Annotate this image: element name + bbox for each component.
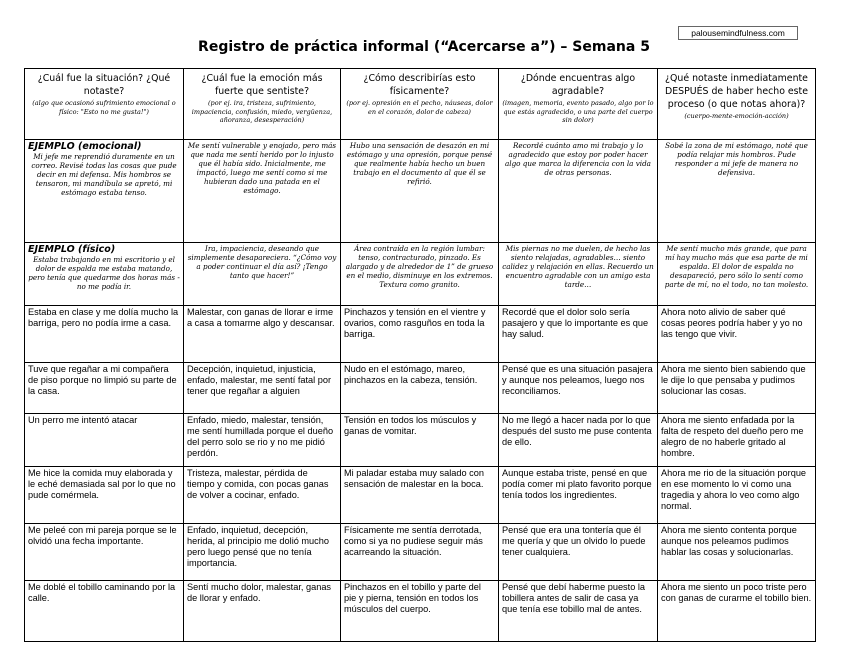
table-cell: Pensé que era una tontería que él me quería y que un olvido lo puede tener cualquiera. xyxy=(499,524,658,581)
table-cell: Ahora me siento bien sabiendo que le dije lo que pensaba y pudimos solucionar las cosas. xyxy=(658,363,816,414)
table-cell: Me peleé con mi pareja porque se le olvidó una fecha importante. xyxy=(25,524,184,581)
table-cell: Estaba en clase y me dolía mucho la barriga, pero no podía irme a casa. xyxy=(25,306,184,363)
example-label: EJEMPLO (físico) xyxy=(28,244,116,255)
header-note: (algo que ocasionó sufrimiento emocional o físico: "Esto no me gusta!") xyxy=(32,99,176,116)
table-cell: Pinchazos en el tobillo y parte del pie y pierna, tensión en todos los músculos del cuerpo. xyxy=(341,581,499,642)
example-label: EJEMPLO (emocional) xyxy=(28,141,142,152)
table-row xyxy=(25,581,816,642)
example-cell: Mis piernas no me duelen, de hecho las siento relajadas, agradables… siento calidez y relajación en ellas. Recuerdo un encuentro agradable con un amigo esta tarde… xyxy=(499,243,658,306)
table-row xyxy=(25,363,816,414)
header-cell xyxy=(184,69,341,140)
example-cell: Me sentí vulnerable y enojado, pero más que nada me sentí herido por lo injusto que él había sido. Inicialmente, me impactó, luego me sentí como si me hubieran dado una patada en el estómago. xyxy=(184,140,341,243)
table-cell: Ahora me rio de la situación porque en ese momento lo vi como una tragedia y ahora lo veo como algo normal. xyxy=(658,467,816,524)
table-cell: Sentí mucho dolor, malestar, ganas de llorar y enfado. xyxy=(184,581,341,642)
example-cell: Sobé la zona de mi estómago, noté que podía relajar mis hombros. Pude responder a mi jefe de manera no defensiva. xyxy=(658,140,816,243)
header-row xyxy=(25,69,816,140)
table-cell: Ahora me siento enfadada por la falta de respeto del dueño pero me alegro de no haberle gritado al hombre. xyxy=(658,414,816,467)
table-cell: Mi paladar estaba muy salado con sensación de malestar en la boca. xyxy=(341,467,499,524)
header-note: (imagen, memoria, evento pasado, algo por lo que estás agradecido, o una parte del cuerpo sin dolor) xyxy=(502,99,654,124)
header-cell xyxy=(341,69,499,140)
example-text: Mi jefe me reprendió duramente en un correo. Revisé todas las cosas que pude decir en mi defensa. Mis hombros se tensaron, mi mandíbula se apretó, mi estómago estaba tenso. xyxy=(31,152,177,197)
table-cell: Malestar, con ganas de llorar e irme a casa a tomarme algo y descansar. xyxy=(184,306,341,363)
table-cell: Pensé que es una situación pasajera y aunque nos peleamos, luego nos reconciliamos. xyxy=(499,363,658,414)
table-cell: Recordé que el dolor solo sería pasajero y que lo importante es que hay salud. xyxy=(499,306,658,363)
table-row xyxy=(25,306,816,363)
table-cell: Enfado, inquietud, decepción, herida, al principio me dolió mucho pero luego pensé que no tenía importancia. xyxy=(184,524,341,581)
table-cell: Tristeza, malestar, pérdida de tiempo y comida, con pocas ganas de volver a cocinar, enfado. xyxy=(184,467,341,524)
practice-log-table xyxy=(24,68,816,642)
table-cell: Ahora noto alivio de saber qué cosas peores podría haber y yo no las tengo que vivir. xyxy=(658,306,816,363)
header-cell xyxy=(25,69,184,140)
table-cell: Me doblé el tobillo caminando por la calle. xyxy=(25,581,184,642)
table-cell: Aunque estaba triste, pensé en que podía comer mi plato favorito porque tenía todos los ingredientes. xyxy=(499,467,658,524)
table-cell: Ahora me siento un poco triste pero con ganas de curarme el tobillo bien. xyxy=(658,581,816,642)
example-cell: Área contraída en la región lumbar: tenso, contracturado, pinzado. Es alargado y de alrededor de 1” de grueso en el medio, disminuye en los extremos. Textura como granito. xyxy=(341,243,499,306)
header-note: (por ej. opresión en el pecho, náuseas, dolor en el corazón, dolor de cabeza) xyxy=(346,99,493,116)
example-row-emotional xyxy=(25,140,816,243)
table-row xyxy=(25,524,816,581)
table-cell: Pensé que debí haberme puesto la tobillera antes de salir de casa ya que tenía ese tobillo mal de antes. xyxy=(499,581,658,642)
website-label: palousemindfulness.com xyxy=(678,26,798,40)
example-cell: Recordé cuánto amo mi trabajo y lo agradecido que estoy por poder hacer algo que marca la diferencia con la vida de otras personas. xyxy=(499,140,658,243)
example-cell: Hubo una sensación de desazón en mi estómago y una opresión, porque pensé que realmente había hecho un buen trabajo en el documento al que él se refirió. xyxy=(341,140,499,243)
example-text: Estaba trabajando en mi escritorio y el dolor de espalda me estaba matando, pero tenía que quedarme dos horas más -no me podía ir. xyxy=(28,255,180,291)
example-cell: Ira, impaciencia, deseando que simplemente desapareciera. “¿Cómo voy a poder continuar el día así? ¡Tengo tanto que hacer!” xyxy=(184,243,341,306)
table-cell: Tensión en todos los músculos y ganas de vomitar. xyxy=(341,414,499,467)
table-row xyxy=(25,414,816,467)
header-note: (por ej. ira, tristeza, sufrimiento, impaciencia, confusión, miedo, vergüenza, añoranza, desesperación) xyxy=(191,99,333,124)
header-question: ¿Dónde encuentras algo agradable? xyxy=(520,73,636,97)
table-cell: Físicamente me sentía derrotada, como si ya no pudiese seguir más acarreando la situación. xyxy=(341,524,499,581)
example-cell: Me sentí mucho más grande, que para mí hay mucho más que esa parte de mi espalda. El dolor de espalda no desapareció, pero sólo lo sentí como parte de mí, no el todo, no tan molesto. xyxy=(658,243,816,306)
table-cell: Ahora me siento contenta porque aunque nos peleamos pudimos hablar las cosas y solucionarlas. xyxy=(658,524,816,581)
table-cell: Un perro me intentó atacar xyxy=(25,414,184,467)
table-cell: Pinchazos y tensión en el vientre y ovarios, como rasguños en toda la barriga. xyxy=(341,306,499,363)
table-cell: Me hice la comida muy elaborada y le eché demasiada sal por lo que no pude comérmela. xyxy=(25,467,184,524)
table-cell: Tuve que regañar a mi compañera de piso porque no limpió su parte de la casa. xyxy=(25,363,184,414)
header-question: ¿Cuál fue la situación? ¿Qué notaste? xyxy=(37,73,171,97)
table-cell: Nudo en el estómago, mareo, pinchazos en la cabeza, tensión. xyxy=(341,363,499,414)
example-cell xyxy=(25,243,184,306)
header-cell xyxy=(499,69,658,140)
header-cell xyxy=(658,69,816,140)
header-question: ¿Cuál fue la emoción más fuerte que sentiste? xyxy=(201,73,323,97)
table-cell: Decepción, inquietud, injusticia, enfado, malestar, me sentí fatal por tener que regañar a alguien xyxy=(184,363,341,414)
table-row xyxy=(25,467,816,524)
header-note: (cuerpo-mente-emoción-acción) xyxy=(684,112,789,120)
table-cell: No me llegó a hacer nada por lo que después del susto me puse contenta de ello. xyxy=(499,414,658,467)
page-title: Registro de práctica informal (“Acercarse a”) – Semana 5 xyxy=(198,39,650,55)
table-cell: Enfado, miedo, malestar, tensión, me sentí humillada porque el dueño del perro solo se rio y no me pidió perdón. xyxy=(184,414,341,467)
example-cell xyxy=(25,140,184,243)
header-question: ¿Cómo describirías esto físicamente? xyxy=(363,73,476,97)
example-row-physical xyxy=(25,243,816,306)
header-question: ¿Qué notaste inmediatamente DESPUÉS de haber hecho este proceso (o que notas ahora)? xyxy=(664,73,809,110)
